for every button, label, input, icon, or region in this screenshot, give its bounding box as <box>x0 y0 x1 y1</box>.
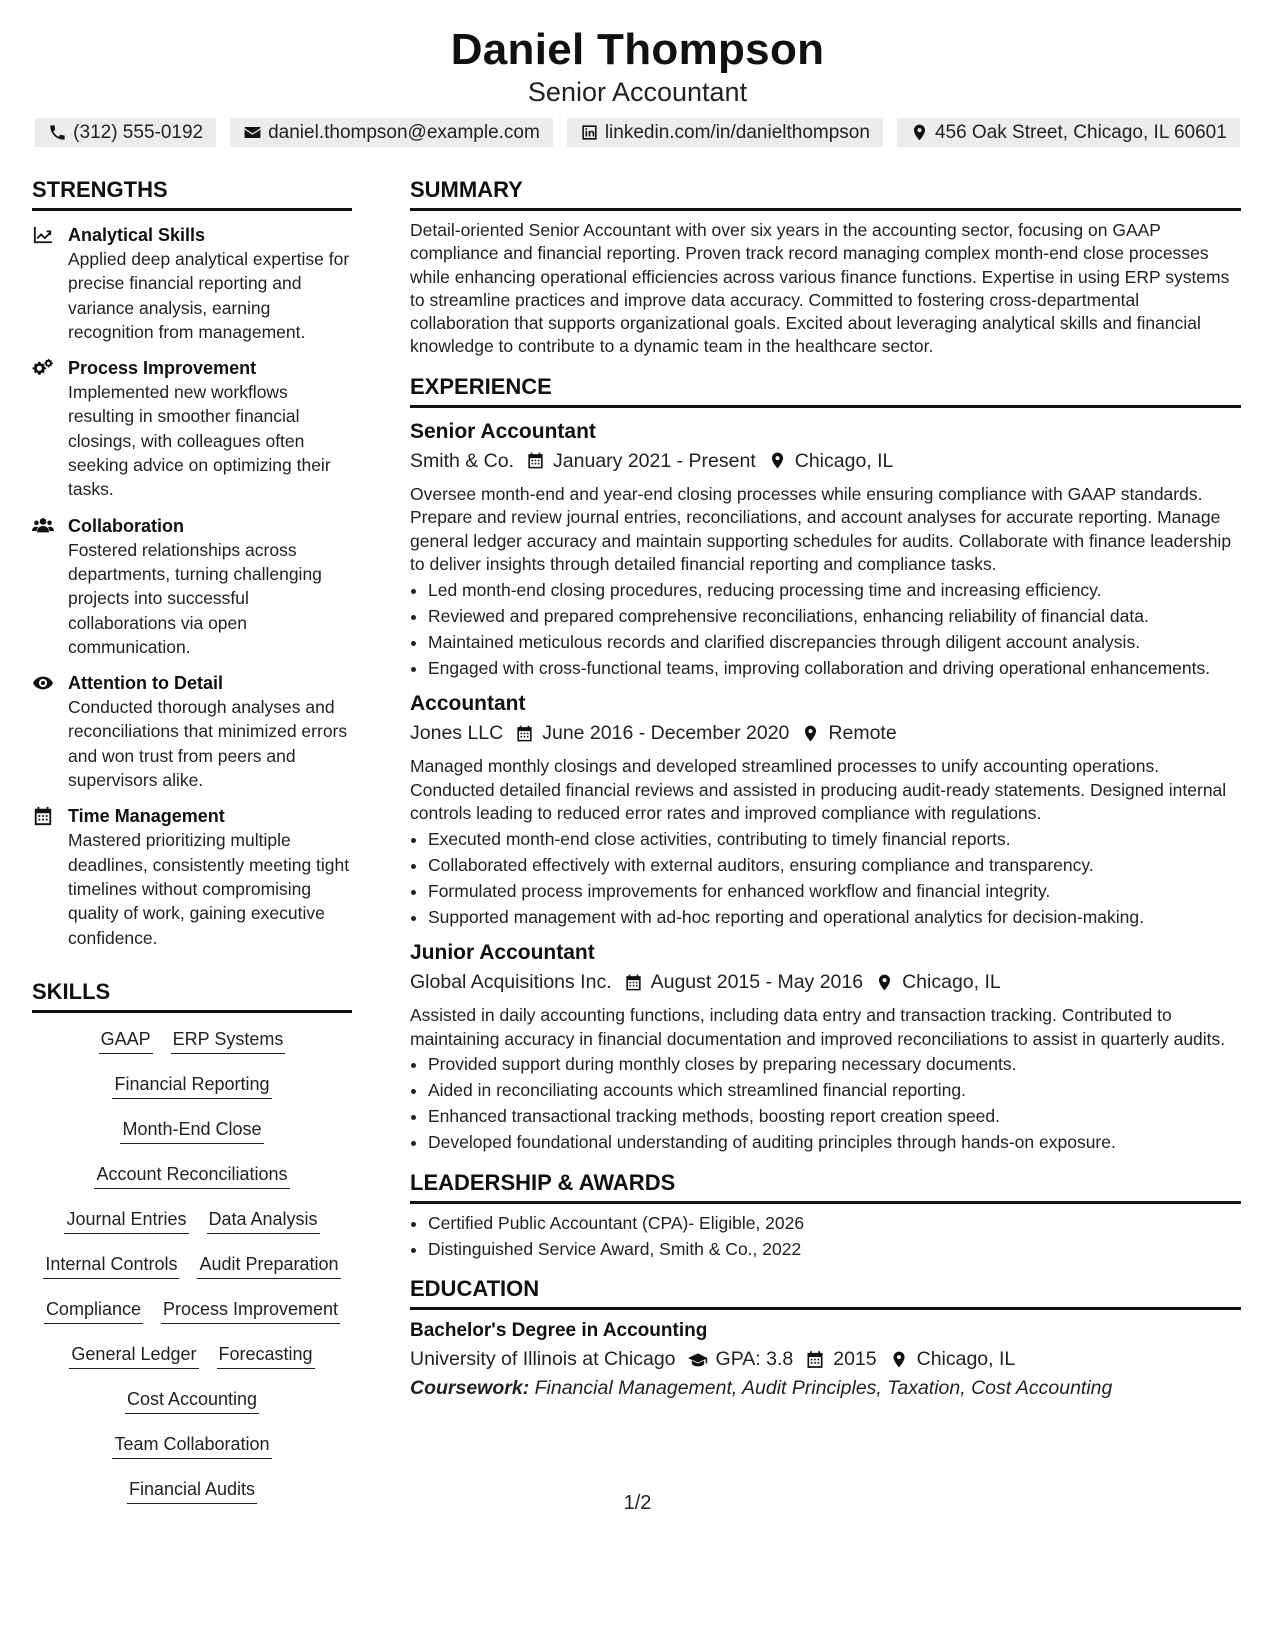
edu-degree: Bachelor's Degree in Accounting <box>410 1320 708 1342</box>
job-description: Assisted in daily accounting functions, including data entry and transaction tracking. Contributed to maintaining accuracy in financial documentation and improved reconciliations to assist in quarterly audits. <box>410 1005 1226 1049</box>
job-meta <box>410 967 1241 997</box>
strength-item <box>32 356 352 501</box>
strength-desc: Conducted thorough analyses and reconciliations that minimized errors and won trust from peers and supervisors alike. <box>68 697 348 791</box>
job-meta <box>410 446 1241 476</box>
contact-address <box>897 118 1240 147</box>
skill-tag: Cost Accounting <box>125 1387 259 1414</box>
job-meta <box>410 718 1241 748</box>
strength-title: Attention to Detail <box>68 673 223 694</box>
eye-icon <box>32 673 54 693</box>
skill-tag: Financial Reporting <box>112 1072 271 1099</box>
right-column <box>410 176 1241 1522</box>
job-description: Managed monthly closings and developed streamlined processes to unify accounting operations. Conducted detailed financial reviews and assisted in producing audit-ready statements. Designed internal controls leading to reduced error rates and improved compliance with regulations. <box>410 756 1227 824</box>
coursework-label: Coursework: <box>410 1377 530 1400</box>
strength-title: Analytical Skills <box>68 225 206 245</box>
job-title: Accountant <box>410 692 526 716</box>
skill-tag: General Ledger <box>69 1342 198 1369</box>
job-company: Jones LLC <box>410 722 504 745</box>
job-bullet: • Enhanced transactional tracking methods, boosting report creation speed. <box>428 1105 1241 1129</box>
job-bullet: • Reviewed and prepared comprehensive reconciliations, enhancing reliability of financial data. <box>428 605 1241 629</box>
candidate-title: Senior Accountant <box>527 77 748 107</box>
skill-tag: Forecasting <box>217 1342 315 1369</box>
calendar-icon <box>32 806 54 826</box>
job-bullet: • Developed foundational understanding of auditing principles through hands-on exposure. <box>428 1131 1241 1155</box>
job-company: Smith & Co. <box>410 449 515 472</box>
summary-text: Detail-oriented Senior Accountant with over six years in the accounting sector, focusing on GAAP compliance and financial reporting. Proven track record managing complex month-end close processes while enhancing operational efficiencies across various finance functions. Expertise in using ERP systems to streamline practices and improve data accuracy. Committed to fostering cross-departmental collaboration that supports organizational goals. Excited about leveraging analytical skills and financial knowledge to contribute to a dynamic team in the healthcare sector. <box>410 220 1230 357</box>
linkedin-icon <box>580 123 599 142</box>
job-bullet: • Led month-end closing procedures, reducing processing time and increasing efficiency. <box>428 579 1241 603</box>
contact-linkedin[interactable] <box>567 118 883 147</box>
job-description: Oversee month-end and year-end closing processes while ensuring compliance with GAAP standards. Prepare and review journal entries, reconciliations, and account analyses for accurate reporting. Manage general ledger accuracy and maintain supporting schedules for audits. Collaborate with finance leadership to deliver insights through detailed financial reporting and compliance tasks. <box>410 483 1232 575</box>
job-entry <box>410 690 1241 929</box>
job-location: Chicago, IL <box>902 971 1001 994</box>
strengths-heading: STRENGTHS <box>32 176 352 211</box>
skill-tag: Team Collaboration <box>112 1432 271 1459</box>
job-bullets <box>410 1053 1241 1155</box>
award-item: • Certified Public Accountant (CPA)- Eligible, 2026 <box>428 1212 1241 1236</box>
gears-icon <box>32 358 54 378</box>
education-heading: EDUCATION <box>410 1275 1241 1310</box>
strength-desc: Mastered prioritizing multiple deadlines, consistently meeting tight timelines without compromising quality of work, gaining executive confidence. <box>68 830 350 948</box>
job-bullets <box>410 828 1241 930</box>
job-bullets <box>410 579 1241 681</box>
skill-tag: ERP Systems <box>171 1027 286 1054</box>
job-bullet: • Engaged with cross-functional teams, improving collaboration and driving operational enhancements. <box>428 657 1241 681</box>
job-location: Remote <box>828 722 897 745</box>
skill-tag: Journal Entries <box>64 1207 188 1234</box>
skill-tag: GAAP <box>99 1027 153 1054</box>
award-item: • Distinguished Service Award, Smith & Co., 2022 <box>428 1238 1241 1262</box>
strength-item <box>32 514 352 659</box>
contact-email-text: daniel.thompson@example.com <box>268 122 540 143</box>
envelope-icon <box>243 123 262 142</box>
candidate-name: Daniel Thompson <box>450 25 825 74</box>
job-dates: August 2015 - May 2016 <box>650 971 864 994</box>
edu-school: University of Illinois at Chicago <box>410 1348 676 1371</box>
line-chart-icon <box>32 225 54 245</box>
map-pin-icon <box>910 123 929 142</box>
job-company: Global Acquisitions Inc. <box>410 971 612 994</box>
edu-coursework <box>410 1374 1241 1402</box>
skill-tag: Data Analysis <box>207 1207 320 1234</box>
strength-item <box>32 223 352 344</box>
skills-list <box>32 1013 352 1522</box>
skill-tag: Account Reconciliations <box>94 1162 289 1189</box>
left-column <box>32 176 352 1522</box>
job-dates: January 2021 - Present <box>553 449 756 472</box>
awards-heading: LEADERSHIP & AWARDS <box>410 1169 1241 1204</box>
job-title: Junior Accountant <box>410 941 595 965</box>
strength-title: Process Improvement <box>68 358 257 379</box>
skill-tag: Financial Audits <box>127 1477 257 1504</box>
job-bullet: • Maintained meticulous records and clarified discrepancies through diligent account analysis. <box>428 631 1241 655</box>
summary-heading: SUMMARY <box>410 176 1241 211</box>
edu-year: 2015 <box>833 1348 877 1371</box>
job-bullet: • Collaborated effectively with external auditors, ensuring compliance and transparency. <box>428 854 1241 878</box>
strength-title: Time Management <box>68 806 225 827</box>
job-bullet: • Aided in reconciliating accounts which streamlined financial reporting. <box>428 1079 1241 1103</box>
awards-list <box>410 1212 1241 1262</box>
skill-tag: Month-End Close <box>120 1117 263 1144</box>
map-pin-icon <box>875 973 894 992</box>
job-bullet: • Supported management with ad-hoc reporting and operational analytics for decision-making. <box>428 906 1241 930</box>
calendar-icon <box>624 973 643 992</box>
strength-item <box>32 671 352 792</box>
map-pin-icon <box>801 724 820 743</box>
map-pin-icon <box>889 1350 909 1369</box>
job-entry <box>410 939 1241 1155</box>
job-bullet: • Provided support during monthly closes by preparing necessary documents. <box>428 1053 1241 1077</box>
page-number: 1/2 <box>623 1492 652 1514</box>
contact-phone[interactable] <box>35 118 216 147</box>
calendar-icon <box>515 724 534 743</box>
coursework-list: Financial Management, Audit Principles, Taxation, Cost Accounting <box>534 1377 1113 1400</box>
edu-gpa: GPA: 3.8 <box>715 1348 794 1371</box>
skills-heading: SKILLS <box>32 978 352 1013</box>
skill-tag: Process Improvement <box>161 1297 340 1324</box>
strength-desc: Applied deep analytical expertise for precise financial reporting and variance analysis, earning recognition from management. <box>68 249 350 342</box>
skill-tag: Audit Preparation <box>197 1252 340 1279</box>
job-location: Chicago, IL <box>794 449 894 472</box>
contact-linkedin-text: linkedin.com/in/danielthompson <box>604 122 870 143</box>
edu-location: Chicago, IL <box>916 1348 1016 1371</box>
edu-meta <box>410 1344 1241 1374</box>
contact-bar <box>0 118 1275 147</box>
job-dates: June 2016 - December 2020 <box>542 722 790 745</box>
strength-item <box>32 804 352 949</box>
skill-tag: Compliance <box>44 1297 143 1324</box>
job-entry <box>410 418 1241 681</box>
phone-icon <box>48 123 67 142</box>
calendar-icon <box>526 451 545 470</box>
job-bullet: • Executed month-end close activities, contributing to timely financial reports. <box>428 828 1241 852</box>
users-icon <box>32 516 54 536</box>
job-title: Senior Accountant <box>410 419 596 443</box>
graduation-cap-icon <box>688 1350 708 1369</box>
skill-tag: Internal Controls <box>43 1252 179 1279</box>
contact-email[interactable] <box>230 118 553 147</box>
resume-body <box>32 176 1241 1522</box>
experience-heading: EXPERIENCE <box>410 373 1241 408</box>
job-bullet: • Formulated process improvements for enhanced workflow and financial integrity. <box>428 880 1241 904</box>
map-pin-icon <box>768 451 787 470</box>
calendar-icon <box>805 1350 825 1369</box>
contact-phone-text: (312) 555-0192 <box>73 122 204 143</box>
strength-desc: Fostered relationships across departments, turning challenging projects into successful collaborations via open communication. <box>68 539 322 657</box>
contact-address-text: 456 Oak Street, Chicago, IL 60601 <box>934 122 1227 143</box>
strength-title: Collaboration <box>68 515 184 536</box>
resume-header <box>0 0 1275 147</box>
strength-desc: Implemented new workflows resulting in smoother financial closings, with colleagues often seeking advice on optimizing their tasks. <box>68 382 331 500</box>
